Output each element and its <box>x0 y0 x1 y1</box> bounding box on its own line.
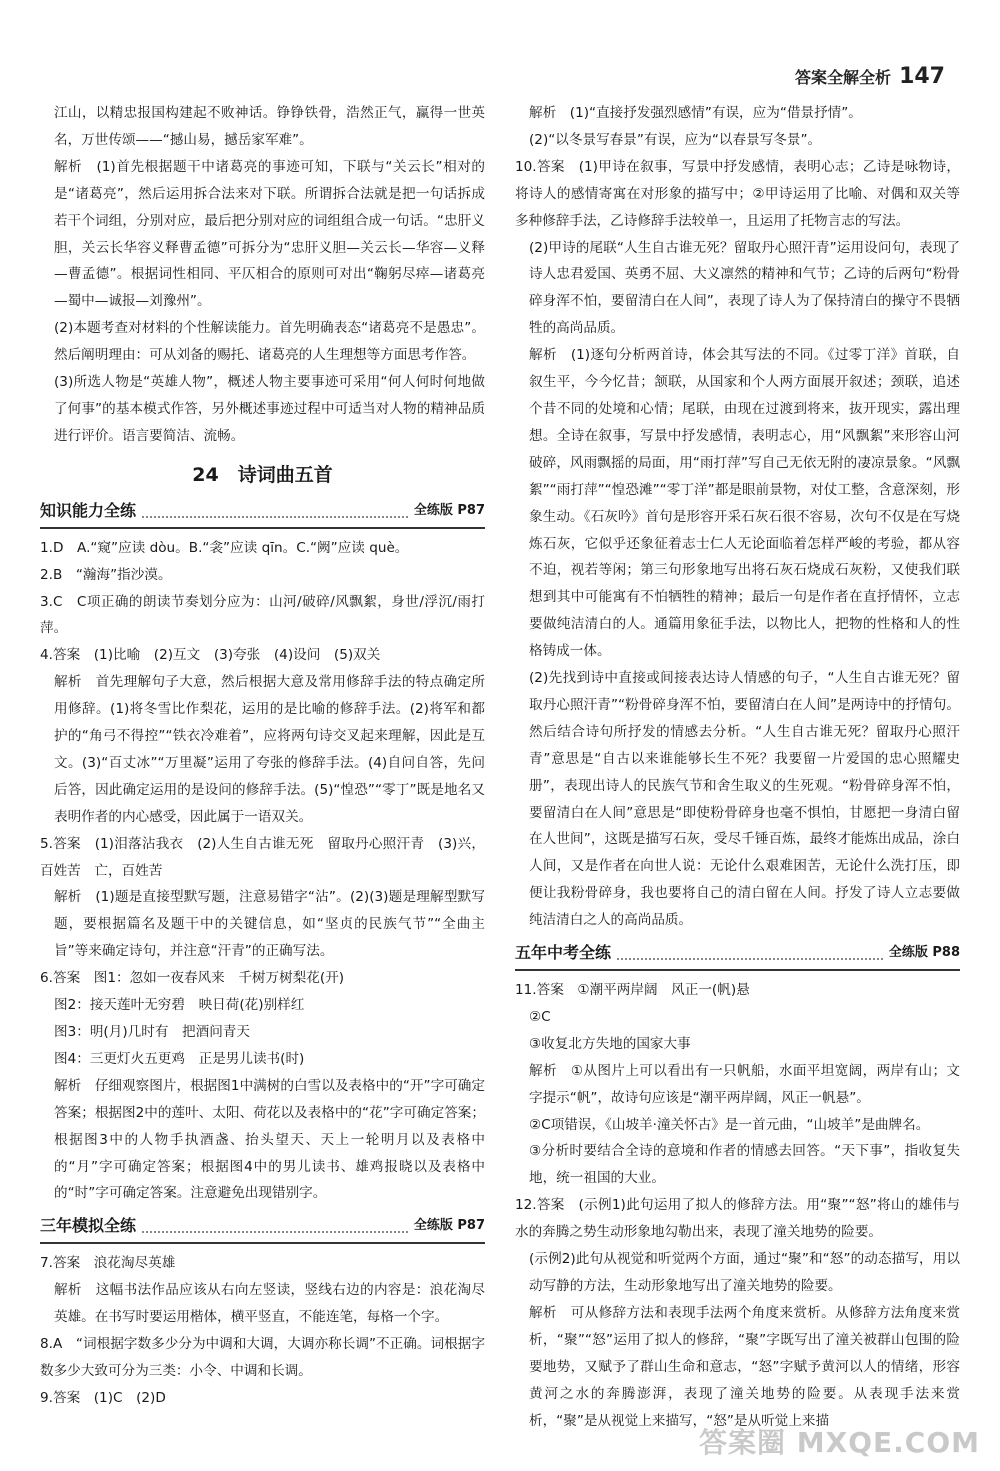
answer-item: 10.答案 (1)甲诗在叙事，写景中抒发感情，表明心志；乙诗是咏物诗，将诗人的感情寄寓在对形象的描写中；②甲诗运用了比喻、对偶和双关等多种修辞手法，乙诗修辞手法较单一，且运用了托物言志的写法。 <box>515 158 960 229</box>
section-title: 知识能力全练 <box>40 500 137 520</box>
answer-item: 2.B “瀚海”指沙漠。 <box>40 566 172 583</box>
section-divider <box>142 516 408 518</box>
answer-item: 12.答案 (示例1)此句运用了拟人的修辞方法。用“聚”“怒”将山的雄伟与水的奔腾之势生动形象地勾勒出来，表现了潼关地势的险要。 <box>515 1197 960 1241</box>
answer-item: 解析 首先理解句子大意，然后根据大意及常用修辞手法的特点确定所用修辞。(1)将冬雪比作梨花，运用的是比喻的修辞手法。(2)将军和都护的“角弓不得控”“铁衣冷难着”，应将两句诗交叉起来理解，因此是互文。(3)“百丈冰”“万里凝”运用了夸张的修辞手法。(4)自问自答，先问后答，因此确定运用的是设问的修辞手法。(5)“惶恐”“零丁”既是地名又表明作者的内心感受，因此属于一语双关。 <box>54 674 485 825</box>
answer-item: 解析 仔细观察图片，根据图1中满树的白雪以及表格中的“开”字可确定答案；根据图2中的莲叶、太阳、荷花以及表格中的“花”字可确定答案；根据图3中的人物手执酒盏、抬头望天、天上一轮明月以及表格中的“月”字可确定答案；根据图4中的男儿读书、雄鸡报晓以及表格中的“时”字可确定答案。注意避免出现错别字。 <box>54 1077 485 1202</box>
paragraph: (2)甲诗的尾联“人生自古谁无死？留取丹心照汗青”运用设问句，表现了诗人忠君爱国、英勇不屈、大义凛然的精神和气节；乙诗的后两句“粉骨碎身浑不怕，要留清白在人间”，表现了诗人为了保持清白的操守不畏牺牲的高尚品质。 <box>529 239 960 337</box>
answer-item: 6.答案 图1：忽如一夜春风来 千树万树梨花(开) <box>40 970 345 987</box>
answer-item: 7.答案 浪花淘尽英雄 <box>40 1255 176 1272</box>
header-title: 答案全解全析 <box>795 68 892 87</box>
section-ref: 全练版 P88 <box>888 945 960 961</box>
section-header <box>515 940 960 971</box>
section-header <box>40 1213 485 1244</box>
paragraph: (2)本题考查对材料的个性解读能力。首先明确表态“诸葛亮不是愚忠”。然后阐明理由：可从刘备的赐托、诸葛亮的人生理想等方面思考作答。 <box>54 320 485 364</box>
answer-item: 解析 可从修辞方法和表现手法两个角度来赏析。从修辞方法角度来赏析，“聚”“怒”运用了拟人的修辞，“聚”字既写出了潼关被群山包围的险要地势，又赋予了群山生命和意志，“怒”字赋予黄河以人的情绪，形容黄河之水的奔腾澎湃，表现了潼关地势的险要。从表现手法来赏析，“聚”是从视觉上来描写，“怒”是从听觉上来描 <box>529 1304 960 1429</box>
chapter-title: 24 诗词曲五首 <box>192 463 333 486</box>
paragraph: 解析 (1)逐句分析两首诗，体会其写法的不同。《过零丁洋》首联，自叙生平，今今忆昔；颔联，从国家和个人两方面展开叙述；颈联，追述个昔不同的处境和心情；尾联，由现在过渡到将来，抜开现实，露出理想。全诗在叙事，写景中抒发感情，表明志心，用“风飘絮”来形容山河破碎，风雨飘摇的局面，用“雨打萍”写自己无依无附的凄凉景象。“风飘絮”“雨打萍”“惶恐滩”“零丁洋”都是眼前景物，对仗工整，含意深刻，形象生动。《石灰吟》首句是形容开采石灰石很不容易，次句不仅是在写烧炼石灰，它似乎还象征着志士仁人无论面临着怎样严峻的考验，都从容不迫，视若等闲；第三句形象地写出将石灰石烧成石灰粉，又使我们联想到其中可能寓有不怕牺牲的精神；最后一句是作者在直抒情怀，立志要做纯洁清白的人。通篇用象征手法，以物比人，把物的性格和人的性格铸成一体。 <box>529 347 960 660</box>
paragraph: 江山，以精忠报国构建起不败神话。铮铮铁骨，浩然正气，赢得一世英名，万世传颂——“撼山易，撼岳家军难”。 <box>54 105 485 148</box>
paragraph: 解析 (1)“直接抒发强烈感情”有误，应为“借景抒情”。 <box>529 105 862 121</box>
section-title: 三年模拟全练 <box>40 1216 137 1236</box>
answer-item: ②C项错误，《山坡羊·潼关怀古》是一首元曲，“山坡羊”是曲牌名。 <box>529 1116 930 1133</box>
answer-item: 8.A “词根据字数多少分为中调和大调，大调亦称长调”不正确。词根据字数多少大致可分为三类：小令、中调和长调。 <box>40 1335 485 1379</box>
answer-item: 解析 (1)题是直接型默写题，注意易错字“沾”。(2)(3)题是理解型默写题，要根据篇名及题干中的关键信息，如“坚贞的民族气节”“全曲主旨”等来确定诗句，并注意“汗青”的正确写法。 <box>54 889 485 960</box>
section-divider <box>617 958 883 960</box>
answer-item: 解析 这幅书法作品应该从右向左竖读，竖线右边的内容是：浪花淘尽英雄。在书写时要运用楷体，横平竖直，不能连笔，每格一个字。 <box>54 1282 485 1326</box>
right-column <box>515 100 960 1434</box>
answer-item: 9.答案 (1)C (2)D <box>40 1389 166 1406</box>
answer-item: 11.答案 ①潮平两岸阔 风正一(帆)悬 <box>515 982 750 998</box>
paragraph: (3)所选人物是“英雄人物”，概述人物主要事迹可采用“何人何时何地做了何事”的基本模式作答，另外概述事迹过程中可适当对人物的精神品质进行评价。语言要简洁、流畅。 <box>54 374 485 444</box>
section-divider <box>142 1231 408 1233</box>
section-title: 五年中考全练 <box>515 943 612 963</box>
answer-item: 解析 ①从图片上可以看出有一只帆船，水面平坦宽阔，两岸有山；文字提示“帆”，故诗句应该是“潮平两岸阔，风正一帆悬”。 <box>529 1062 960 1106</box>
answer-item: (示例2)此句从视觉和听觉两个方面，通过“聚”和“怒”的动态描写，用以动写静的方法，生动形象地写出了潼关地势的险要。 <box>529 1251 960 1294</box>
answer-item: 图4：三更灯火五更鸡 正是男儿读书(时) <box>54 1050 305 1067</box>
answer-item: 1.D A.“窥”应读 dòu。B.“衾”应读 qīn。C.“阙”应读 què。 <box>40 539 409 556</box>
page-number: 147 <box>899 64 945 89</box>
paragraph: (2)“以冬景写春景”有误，应为“以春景写冬景”。 <box>529 131 822 148</box>
answer-item: 5.答案 (1)泪落沾我衣 (2)人生自古谁无死 留取丹心照汗青 (3)兴，百姓苦 亡，百姓苦 <box>40 835 485 879</box>
left-column <box>40 100 485 1412</box>
answer-item: ③分析时要结合全诗的意境和作者的情感去回答。“天下事”，指收复失地，统一祖国的大业。 <box>529 1143 960 1187</box>
page-header <box>795 64 945 89</box>
section-ref: 全练版 P87 <box>413 1218 485 1234</box>
watermark-logo: 答案圈 MXQE.COM <box>699 1426 980 1459</box>
section-ref: 全练版 P87 <box>413 502 485 518</box>
paragraph: 解析 (1)首先根据题干中诸葛亮的事迹可知，下联与“关云长”相对的是“诸葛亮”，然后运用拆合法来对下联。所谓拆合法就是把一句话拆成若干个词组，分别对应，最后把分别对应的词组组合成一句话。“忠肝义胆，关云长华容义释曹孟德”可拆分为“忠肝义胆—关云长—华容—义释—曹孟德”。根据词性相同、平仄相合的原则可对出“鞠躬尽瘁—诸葛亮—蜀中—诚报—刘豫州”。 <box>54 158 485 310</box>
paragraph: (2)先找到诗中直接或间接表达诗人情感的句子，“人生自古谁无死？留取丹心照汗青”“粉骨碎身浑不怕，要留清白在人间”是两诗中的抒情句。然后结合诗句所抒发的情感去分析。“人生自古谁无死？留取丹心照汗青”意思是“自古以来谁能够长生不死？我要留一片爱国的忠心照耀史册”，表现出诗人的民族气节和舍生取义的生死观。“粉骨碎身浑不怕，要留清白在人间”意思是“即使粉骨碎身也毫不惧怕，甘愿把一身清白留在人世间”，这既是描写石灰，受尽千锤百炼，最终才能炼出成品，涂白人间，又是作者在向世人说：无论什么艰难困苦，无论什么洗打压，即便让我粉骨碎身，我也要将自己的清白留在人间。抒发了诗人立志要做纯洁清白之人的高尚品质。 <box>529 670 960 929</box>
answer-item: 图2：接天莲叶无穷碧 映日荷(花)别样红 <box>54 997 305 1014</box>
section-header <box>40 498 485 529</box>
answer-item: 3.C C项正确的朗读节奏划分应为：山河/破碎/风飘絮，身世/浮沉/雨打萍。 <box>40 593 485 637</box>
answer-item: ③收复北方失地的国家大事 <box>529 1035 691 1052</box>
answer-item: 图3：明(月)几时有 把酒问青天 <box>54 1024 250 1040</box>
answer-item: 4.答案 (1)比喻 (2)互文 (3)夸张 (4)设问 (5)双关 <box>40 647 381 664</box>
answer-item: ②C <box>529 1008 551 1025</box>
